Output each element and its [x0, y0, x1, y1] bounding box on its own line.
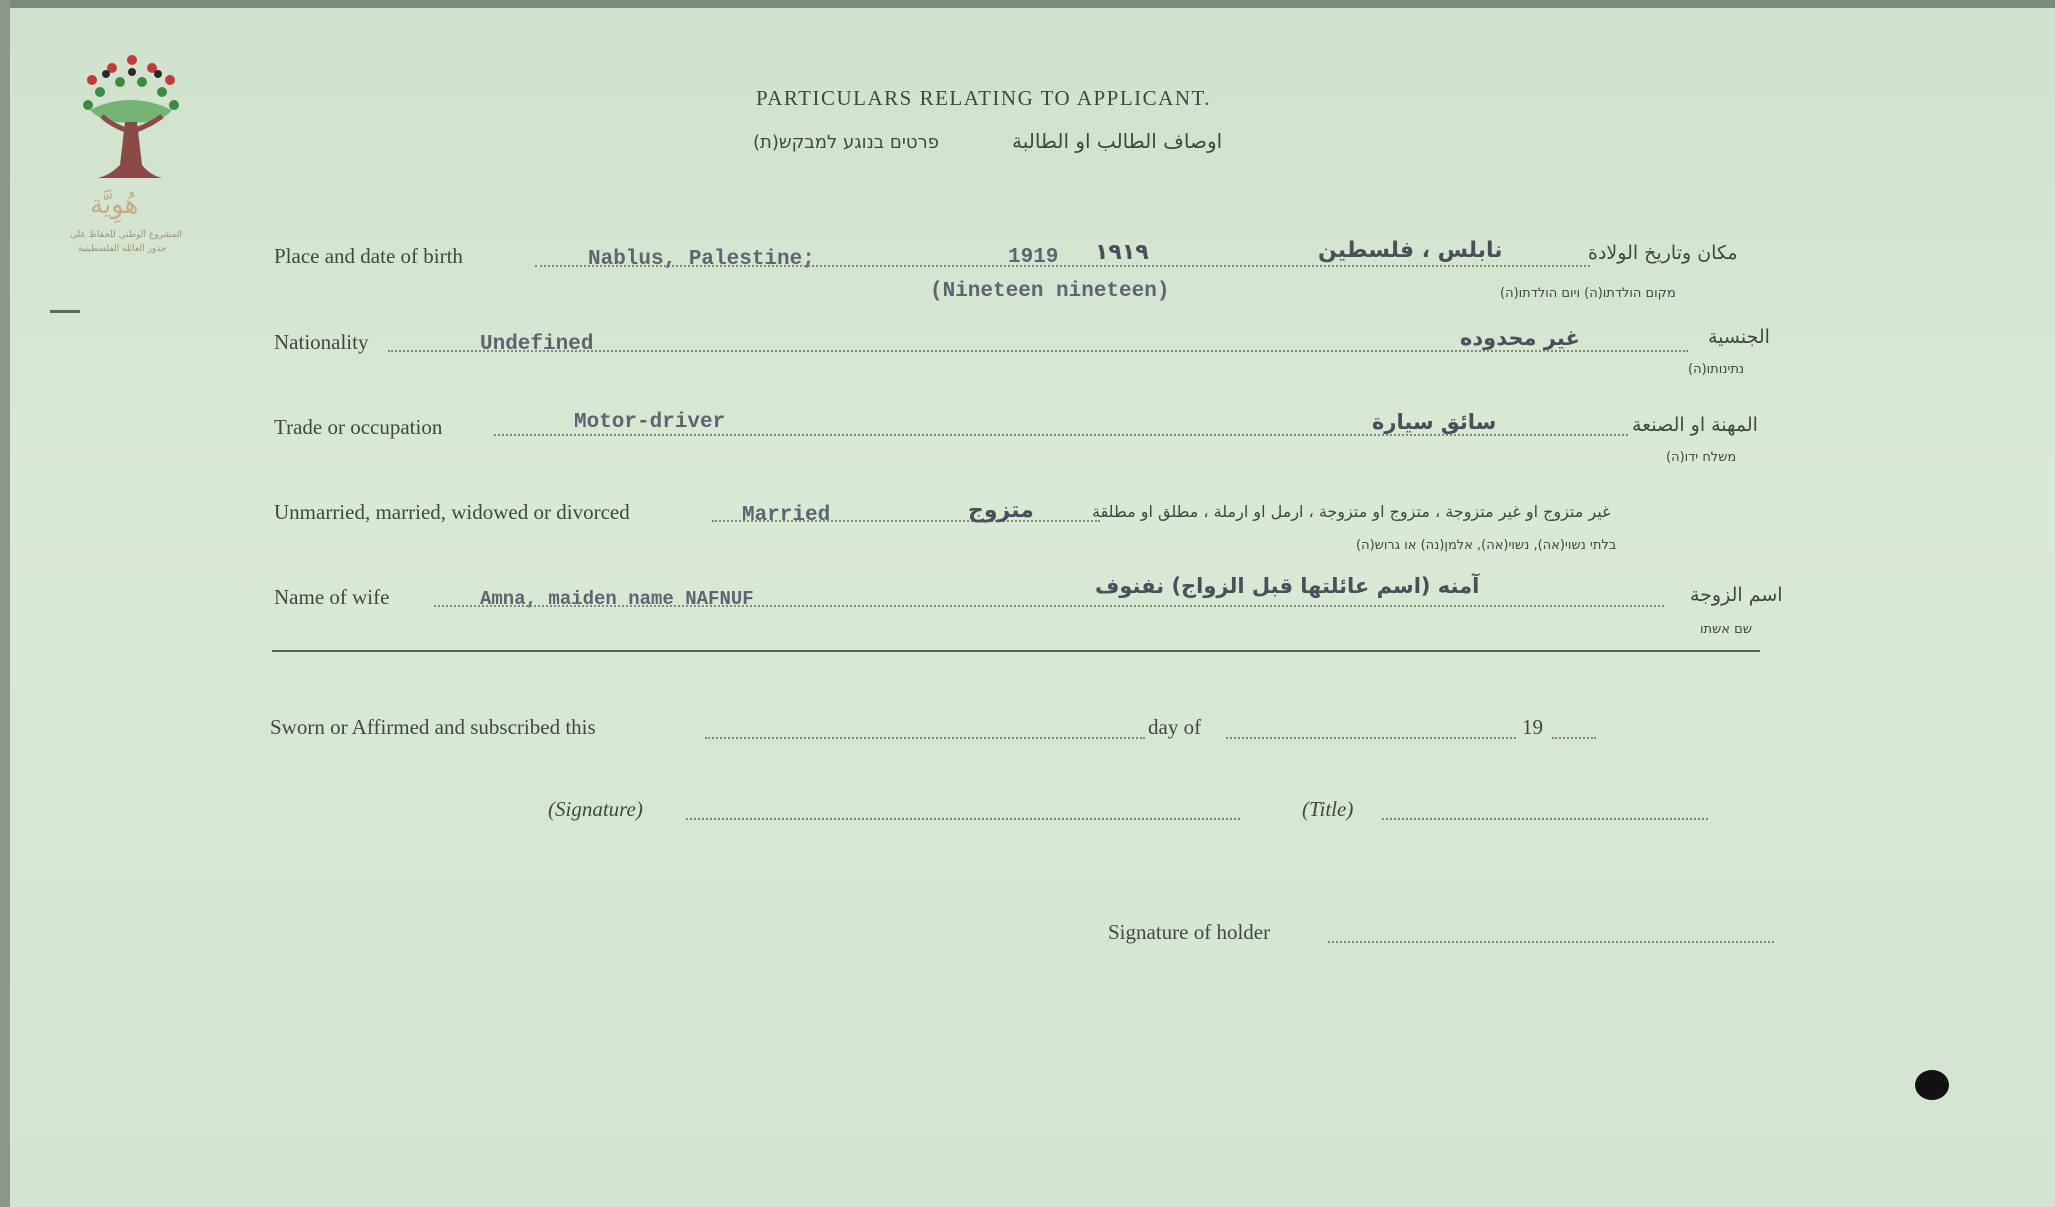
holder-signature-label: Signature of holder [1108, 920, 1271, 944]
value-marital-status-arabic: متزوج [968, 498, 1034, 523]
value-nationality: Undefined [480, 333, 594, 356]
label-occupation-ar: المهنة او الصنعة [1632, 414, 1758, 436]
logo-subtitle-1: المشروع الوطني للحفاظ على [70, 230, 183, 240]
heading-arabic: اوصاف الطالب او الطالبة [1012, 129, 1223, 153]
value-birth-place-arabic: نابلس ، فلسطين [1318, 238, 1503, 263]
logo-subtitle-2: جذور العائلة الفلسطينية [78, 244, 167, 254]
value-occupation: Motor-driver [574, 411, 726, 434]
title-label: (Title) [1302, 797, 1354, 821]
section-divider [272, 650, 1760, 652]
label-place-date-birth: Place and date of birth [274, 244, 463, 268]
value-birth-year-arabic: ١٩١٩ [1095, 240, 1149, 265]
label-name-of-wife-ar: اسم الزوجة [1690, 584, 1783, 606]
scan-border-left [0, 0, 10, 1207]
label-place-date-birth-he: מקום הולדתו(ה) ויום הולדתו(ה) [1500, 286, 1676, 301]
sworn-label: Sworn or Affirmed and subscribed this [270, 715, 596, 739]
value-birth-year: 1919 [1008, 246, 1059, 269]
value-occupation-arabic: سائق سيارة [1372, 410, 1497, 434]
label-nationality: Nationality [274, 330, 369, 354]
label-name-of-wife: Name of wife [274, 585, 390, 609]
value-marital-status: Married [742, 504, 831, 527]
family-tree-logo-icon [70, 50, 190, 190]
value-name-of-wife: Amna, maiden name NAFNUF [480, 588, 754, 610]
label-nationality-he: נתינותו(ה) [1688, 362, 1745, 377]
label-occupation: Trade or occupation [274, 415, 443, 439]
value-birth-place: Nablus, Palestine; [588, 248, 815, 271]
label-marital-status-he: בלתי נשוי(אה), נשוי(אה), אלמן(נה) או גרוש(ה) [1356, 538, 1617, 553]
label-name-of-wife-he: שם אשתו [1700, 622, 1752, 637]
heading-hebrew: פרטים בנוגע למבקש(ת) [753, 132, 939, 153]
label-nationality-ar: الجنسية [1708, 326, 1770, 348]
heading-english: PARTICULARS RELATING TO APPLICANT. [756, 86, 1212, 110]
value-nationality-arabic: غير محدوده [1460, 326, 1580, 350]
punch-hole [1915, 1070, 1949, 1100]
label-marital-status-ar: غير متزوج او غير متزوجة ، متزوج او متزوجة ، ارمل او ارملة ، مطلق او مطلقة [1092, 502, 1611, 521]
sworn-day-of: day of [1148, 715, 1202, 739]
sworn-year: 19 [1522, 715, 1543, 739]
value-birth-year-words: (Nineteen nineteen) [930, 280, 1170, 303]
margin-mark [50, 310, 80, 313]
label-occupation-he: משלח ידו(ה) [1666, 450, 1737, 465]
scan-border-top [0, 0, 2055, 8]
value-name-of-wife-arabic: آمنه (اسم عائلتها قبل الزواج) نفنوف [1095, 574, 1480, 598]
logo-title: هُوِيَّة [90, 190, 139, 220]
logo [70, 50, 190, 270]
signature-label: (Signature) [548, 797, 643, 821]
label-marital-status: Unmarried, married, widowed or divorced [274, 500, 630, 524]
label-place-date-birth-ar: مكان وتاريخ الولادة [1588, 242, 1738, 264]
